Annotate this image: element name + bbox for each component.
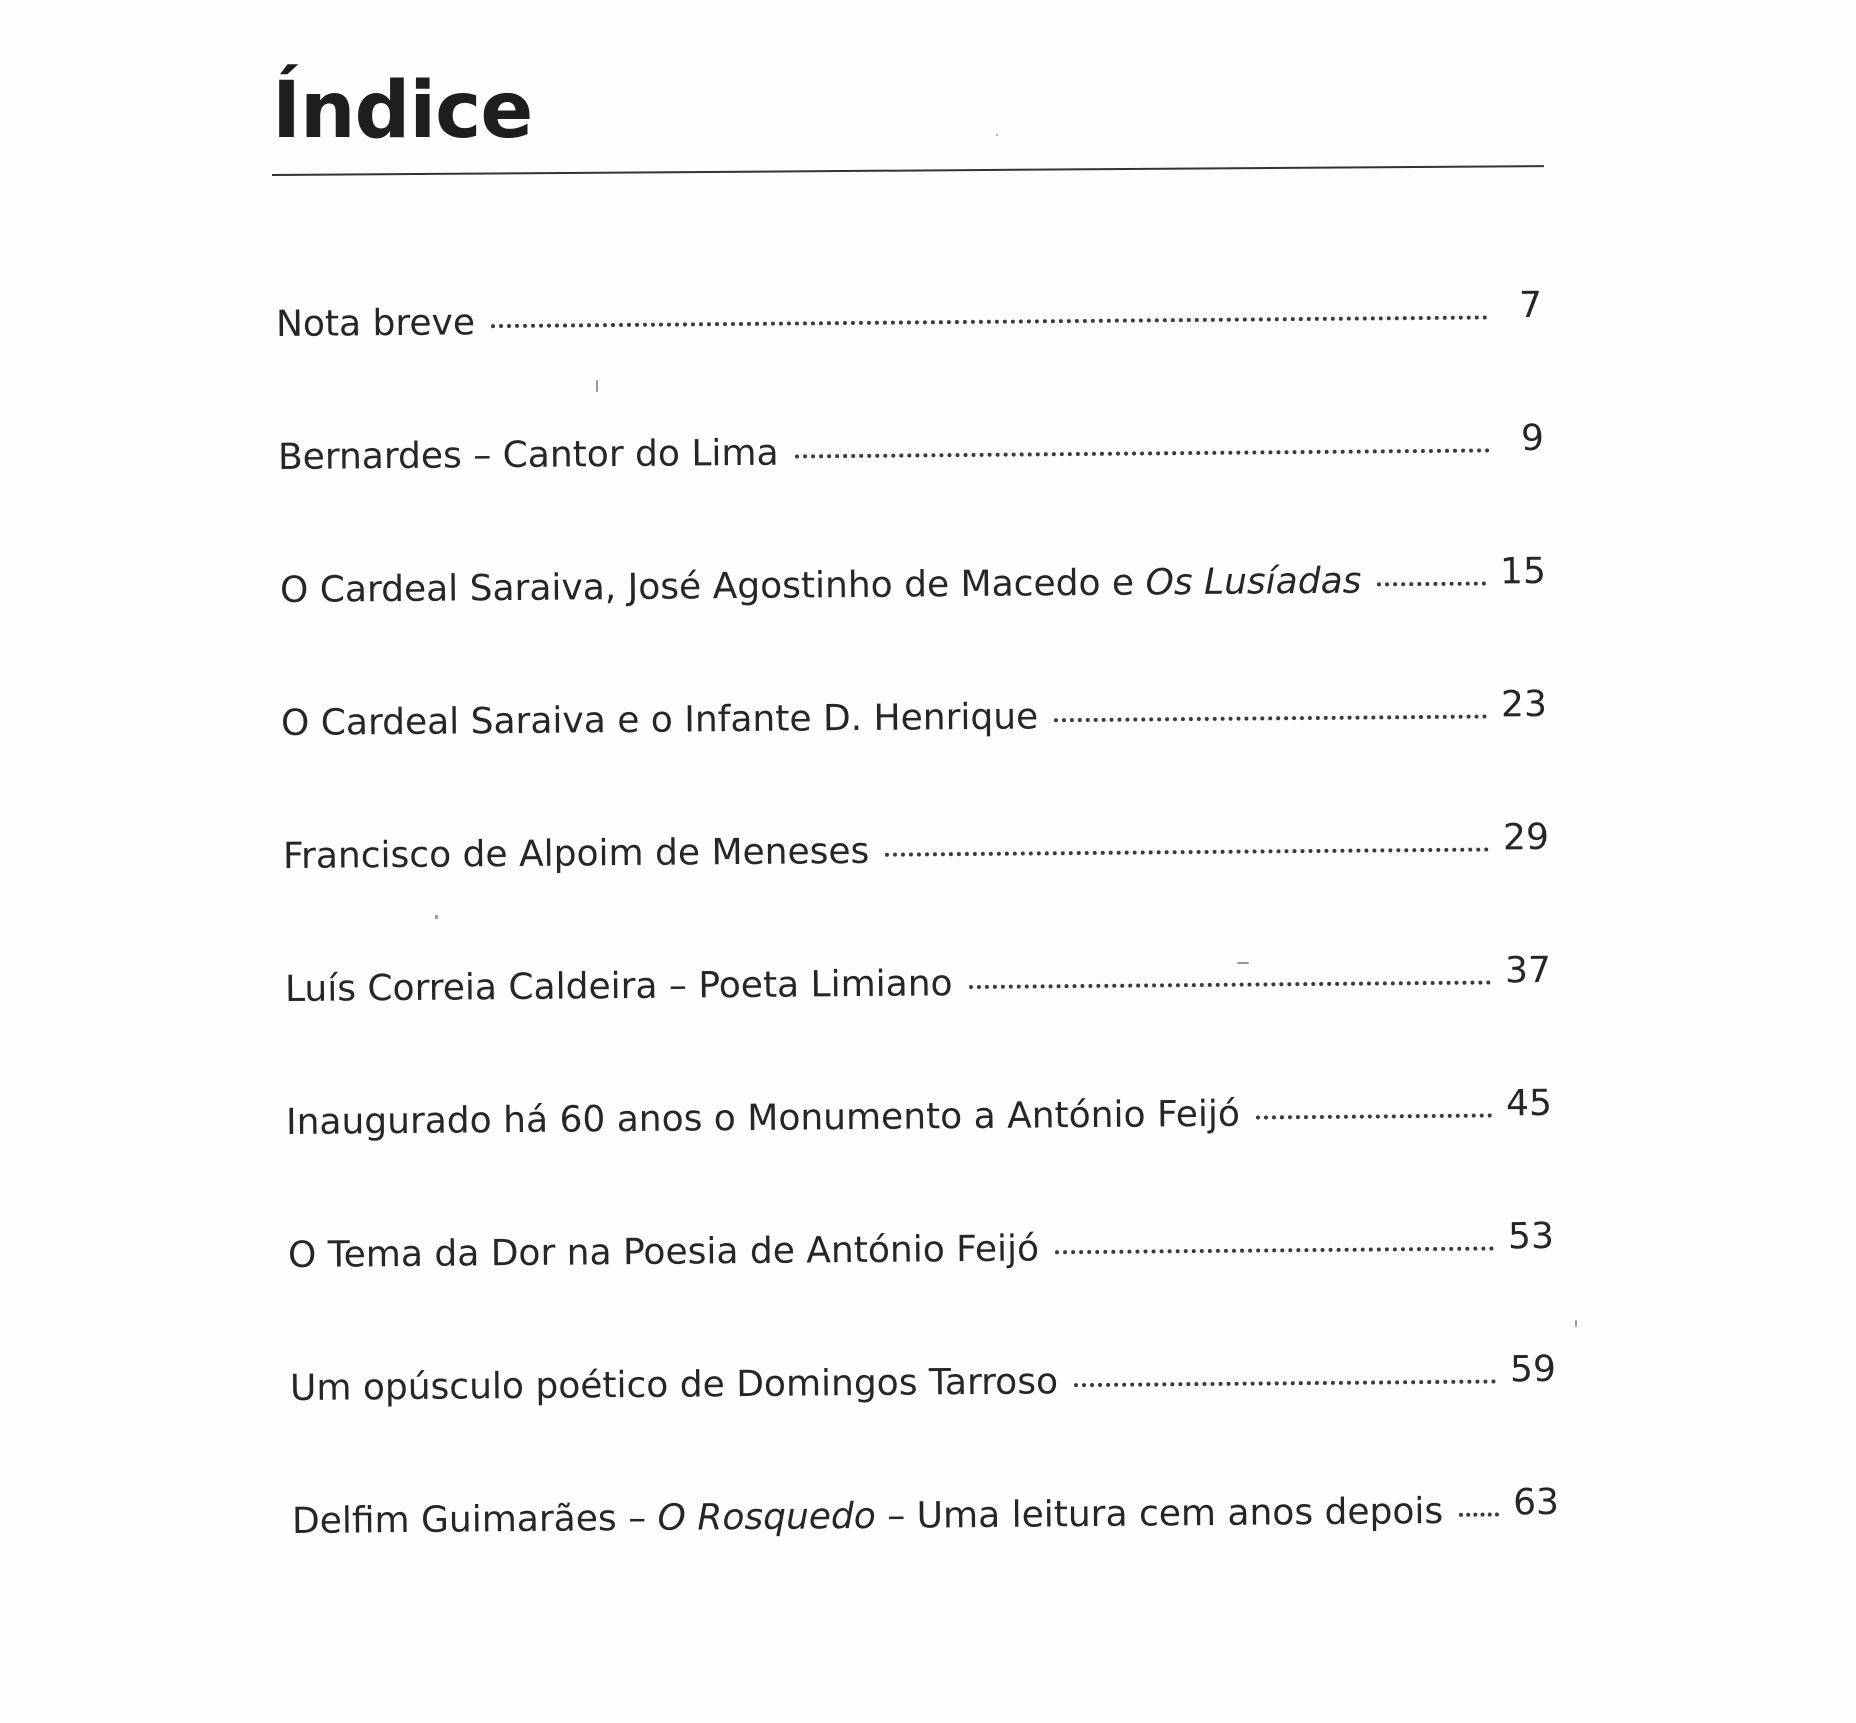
toc-entry-tema-da-dor: [287, 1215, 1555, 1277]
toc-entry-page-number: 63: [1512, 1481, 1560, 1524]
toc-entry-page-number: 45: [1505, 1082, 1553, 1125]
scan-speck: [596, 380, 598, 392]
toc-entry-title: Luís Correia Caldeira – Poeta Limiano: [284, 963, 953, 1010]
dot-leader: [1054, 714, 1487, 722]
toc-entry-title: Bernardes – Cantor do Lima: [277, 432, 779, 478]
dot-leader: [1377, 581, 1486, 586]
toc-entry-title: Um opúsculo poético de Domingos Tarroso: [289, 1361, 1059, 1409]
toc-entry-page-number: 23: [1500, 683, 1548, 726]
toc-entry-title-text: Delfim Guimarães –: [291, 1497, 658, 1542]
toc-entry-delfim-guimaraes: [291, 1481, 1560, 1543]
dot-leader: [1256, 1113, 1492, 1119]
dot-leader: [795, 448, 1490, 458]
toc-entry-title: Inaugurado há 60 anos o Monumento a António Feijó: [285, 1093, 1241, 1143]
scan-speck: [1237, 962, 1249, 964]
dot-leader: [1074, 1379, 1496, 1387]
toc-entry-title: Francisco de Alpoim de Meneses: [282, 830, 870, 877]
toc-entry-title: Nota breve: [275, 302, 476, 345]
toc-entry-title: O Tema da Dor na Poesia de António Feijó: [287, 1228, 1040, 1276]
toc-entry-page-number: 9: [1520, 417, 1545, 460]
toc-entry-page-number: 15: [1499, 550, 1547, 593]
toc-entry-bernardes: [277, 417, 1545, 479]
toc-entry-page-number: 53: [1507, 1215, 1555, 1258]
toc-entry-page-number: 59: [1509, 1348, 1557, 1391]
toc-entry-luis-correia-caldeira: [284, 949, 1552, 1011]
dot-leader: [1459, 1512, 1499, 1516]
dot-leader: [885, 847, 1489, 856]
toc-entry-cardeal-saraiva-infante: [280, 683, 1548, 745]
toc-entry-page-number: 37: [1504, 949, 1552, 992]
toc-entry-title-text: – Uma leitura cem anos depois: [875, 1490, 1444, 1537]
toc-entry-monumento-feijo: [285, 1082, 1553, 1144]
toc-entry-title: [280, 560, 1362, 613]
toc-entry-domingos-tarroso: [289, 1348, 1557, 1410]
toc-entry-title-italic: Os Lusíadas: [1145, 560, 1362, 604]
toc-entry-page-number: 7: [1518, 284, 1543, 327]
page-title: Índice: [272, 66, 533, 156]
dot-leader: [1055, 1246, 1494, 1254]
toc-entry-francisco-alpoim: [282, 816, 1550, 878]
scan-speck: [435, 915, 438, 919]
toc-entry-title: O Cardeal Saraiva e o Infante D. Henrique: [280, 696, 1039, 744]
toc-entry-cardeal-saraiva-lusiadas: [279, 550, 1547, 612]
scan-speck: [1575, 1320, 1577, 1327]
scan-speck: [996, 134, 998, 136]
toc-entry-title-italic: O Rosquedo: [657, 1495, 876, 1539]
toc-entry-title-text: O Cardeal Saraiva, José Agostinho de Macedo e: [279, 562, 1146, 611]
toc-entry-title: [292, 1490, 1444, 1543]
dot-leader: [491, 315, 1488, 328]
toc-entry-page-number: 29: [1502, 816, 1550, 859]
dot-leader: [969, 980, 1492, 989]
toc-entry-nota-breve: [275, 284, 1543, 346]
